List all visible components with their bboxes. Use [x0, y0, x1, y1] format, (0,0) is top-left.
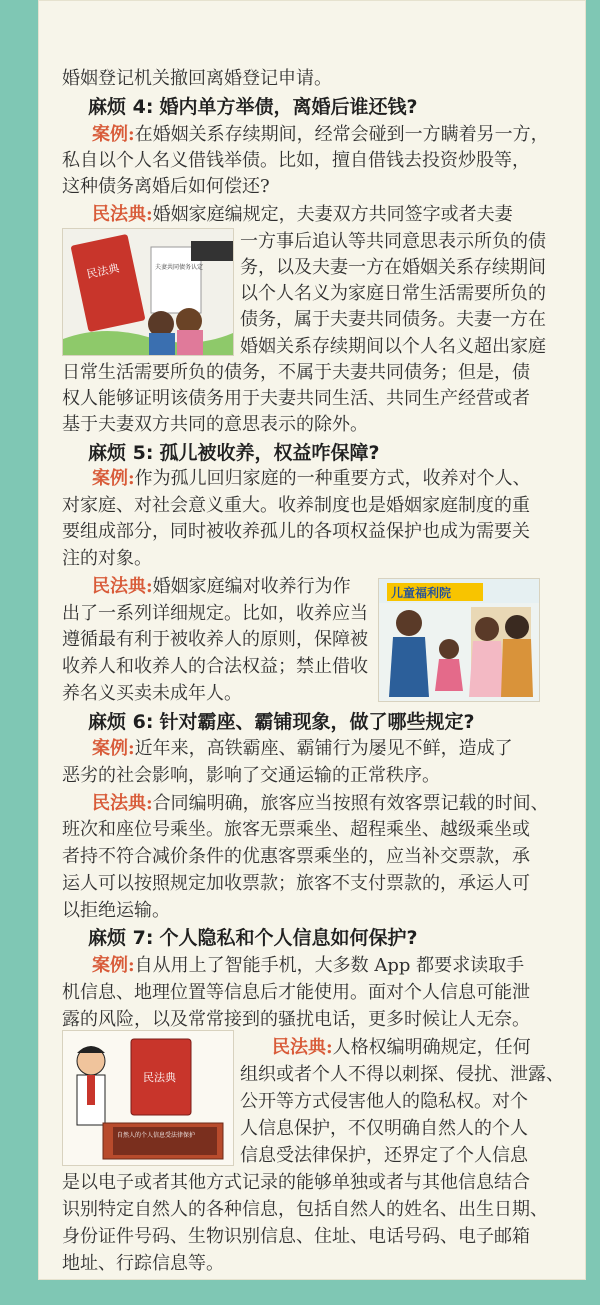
law-line: 公开等方式侵害他人的隐私权。对个	[240, 1091, 528, 1112]
law-label: 民法典:	[92, 204, 153, 225]
section-7-heading	[88, 925, 568, 951]
section-number: 麻烦 6:	[88, 711, 154, 733]
law-line: 收养人和收养人的合法权益；禁止借收	[62, 656, 368, 677]
adoption-illustration	[378, 578, 540, 702]
section-4-heading	[88, 94, 568, 120]
law-line: 以拒绝运输。	[62, 900, 170, 921]
law-label: 民法典:	[272, 1037, 333, 1058]
section-number: 麻烦 7:	[88, 927, 154, 949]
law-line	[92, 203, 600, 227]
case-label: 案例:	[92, 124, 135, 145]
law-line: 出了一系列详细规定。比如，收养应当	[62, 603, 368, 624]
law-line: 识别特定自然人的各种信息，包括自然人的姓名、出生日期、	[62, 1199, 548, 1220]
law-line: 以个人名义为家庭日常生活需要所负的	[240, 283, 546, 304]
law-line: 遵循最有利于被收养人的原则，保障被	[62, 629, 368, 650]
law-line: 婚姻关系存续期间以个人名义超出家庭	[240, 336, 546, 357]
privacy-book-label: 民法典	[143, 1071, 176, 1084]
doc-label: 夫妻共同债务认定	[155, 264, 204, 271]
section-question: 个人隐私和个人信息如何保护?	[159, 927, 418, 949]
section-question: 婚内单方举债，离婚后谁还钱?	[159, 96, 418, 118]
case-text: 在婚姻关系存续期间，经常会碰到一方瞒着另一方，	[134, 124, 549, 145]
sign-label: 儿童福利院	[391, 586, 452, 600]
law-line: 务，以及夫妻一方在婚姻关系存续期间	[240, 257, 546, 278]
case-line: 这种债务离婚后如何偿还?	[62, 176, 270, 197]
law-line: 是以电子或者其他方式记录的能够单独或者与其他信息结合	[62, 1172, 530, 1193]
case-line	[92, 123, 600, 147]
section-number: 麻烦 4:	[88, 96, 154, 118]
case-text: 自从用上了智能手机，大多数 App 都要求读取手	[134, 955, 525, 976]
law-line	[92, 575, 422, 599]
law-text: 婚姻家庭编规定，夫妻双方共同签字或者夫妻	[152, 204, 513, 225]
law-text: 人格权编明确规定，任何	[332, 1037, 531, 1058]
case-line: 恶劣的社会影响，影响了交通运输的正常秩序。	[62, 765, 440, 786]
book-label: 民法典	[85, 261, 121, 282]
law-line: 者持不符合减价条件的优惠客票乘坐的，应当补交票款，承	[62, 846, 530, 867]
case-label: 案例:	[92, 468, 135, 489]
law-line: 基于夫妻双方共同的意思表示的除外。	[62, 414, 368, 435]
law-line: 人信息保护，不仅明确自然人的个人	[240, 1118, 528, 1139]
case-line: 要组成部分，同时被收养孤儿的各项权益保护也成为需要关	[62, 521, 530, 542]
law-line: 班次和座位号乘坐。旅客无票乘坐、超程乘坐、越级乘坐或	[62, 819, 530, 840]
case-line	[92, 737, 600, 761]
law-label: 民法典:	[92, 793, 153, 814]
law-line	[92, 792, 600, 816]
case-line: 私自以个人名义借钱举债。比如，擅自借钱去投资炒股等，	[62, 150, 530, 171]
case-line: 对家庭、对社会意义重大。收养制度也是婚姻家庭制度的重	[62, 495, 530, 516]
case-line: 注的对象。	[62, 548, 152, 569]
section-question: 针对霸座、霸铺现象，做了哪些规定?	[159, 711, 475, 733]
intro-line: 婚姻登记机关撤回离婚登记申请。	[62, 68, 332, 89]
case-line: 机信息、地理位置等信息后才能使用。面对个人信息可能泄	[62, 982, 530, 1003]
section-6-heading	[88, 709, 568, 735]
section-5-heading	[88, 440, 568, 466]
case-label: 案例:	[92, 955, 135, 976]
law-line: 身份证件号码、生物识别信息、住址、电话号码、电子邮箱	[62, 1226, 530, 1247]
privacy-sign-label: 自然人的个人信息受法律保护	[117, 1132, 196, 1139]
law-line: 地址、行踪信息等。	[62, 1253, 224, 1274]
law-line: 养名义买卖未成年人。	[62, 683, 242, 704]
case-line	[92, 954, 600, 978]
law-line: 组织或者个人不得以刺探、侵扰、泄露、	[240, 1064, 564, 1085]
law-label: 民法典:	[92, 576, 153, 597]
case-line: 露的风险，以及常常接到的骚扰电话，更多时候让人无奈。	[62, 1009, 530, 1030]
case-text: 近年来，高铁霸座、霸铺行为屡见不鲜，造成了	[134, 738, 513, 759]
privacy-illustration	[62, 1030, 234, 1166]
law-line: 运人可以按照规定加收票款；旅客不支付票款的，承运人可	[62, 873, 530, 894]
law-text: 婚姻家庭编对收养行为作	[152, 576, 351, 597]
law-line: 信息受法律保护，还界定了个人信息	[240, 1145, 528, 1166]
debt-illustration	[62, 228, 234, 356]
section-question: 孤儿被收养，权益咋保障?	[159, 442, 380, 464]
law-line: 日常生活需要所负的债务，不属于夫妻共同债务；但是，债	[62, 362, 530, 383]
law-line: 债务，属于夫妻共同债务。夫妻一方在	[240, 309, 546, 330]
law-text: 合同编明确，旅客应当按照有效客票记载的时间、	[152, 793, 549, 814]
law-line	[272, 1036, 578, 1060]
section-number: 麻烦 5:	[88, 442, 154, 464]
law-line: 权人能够证明该债务用于夫妻共同生活、共同生产经营或者	[62, 388, 530, 409]
case-label: 案例:	[92, 738, 135, 759]
case-line	[92, 467, 600, 491]
case-text: 作为孤儿回归家庭的一种重要方式，收养对个人、	[134, 468, 531, 489]
law-line: 一方事后追认等共同意思表示所负的债	[240, 231, 546, 252]
